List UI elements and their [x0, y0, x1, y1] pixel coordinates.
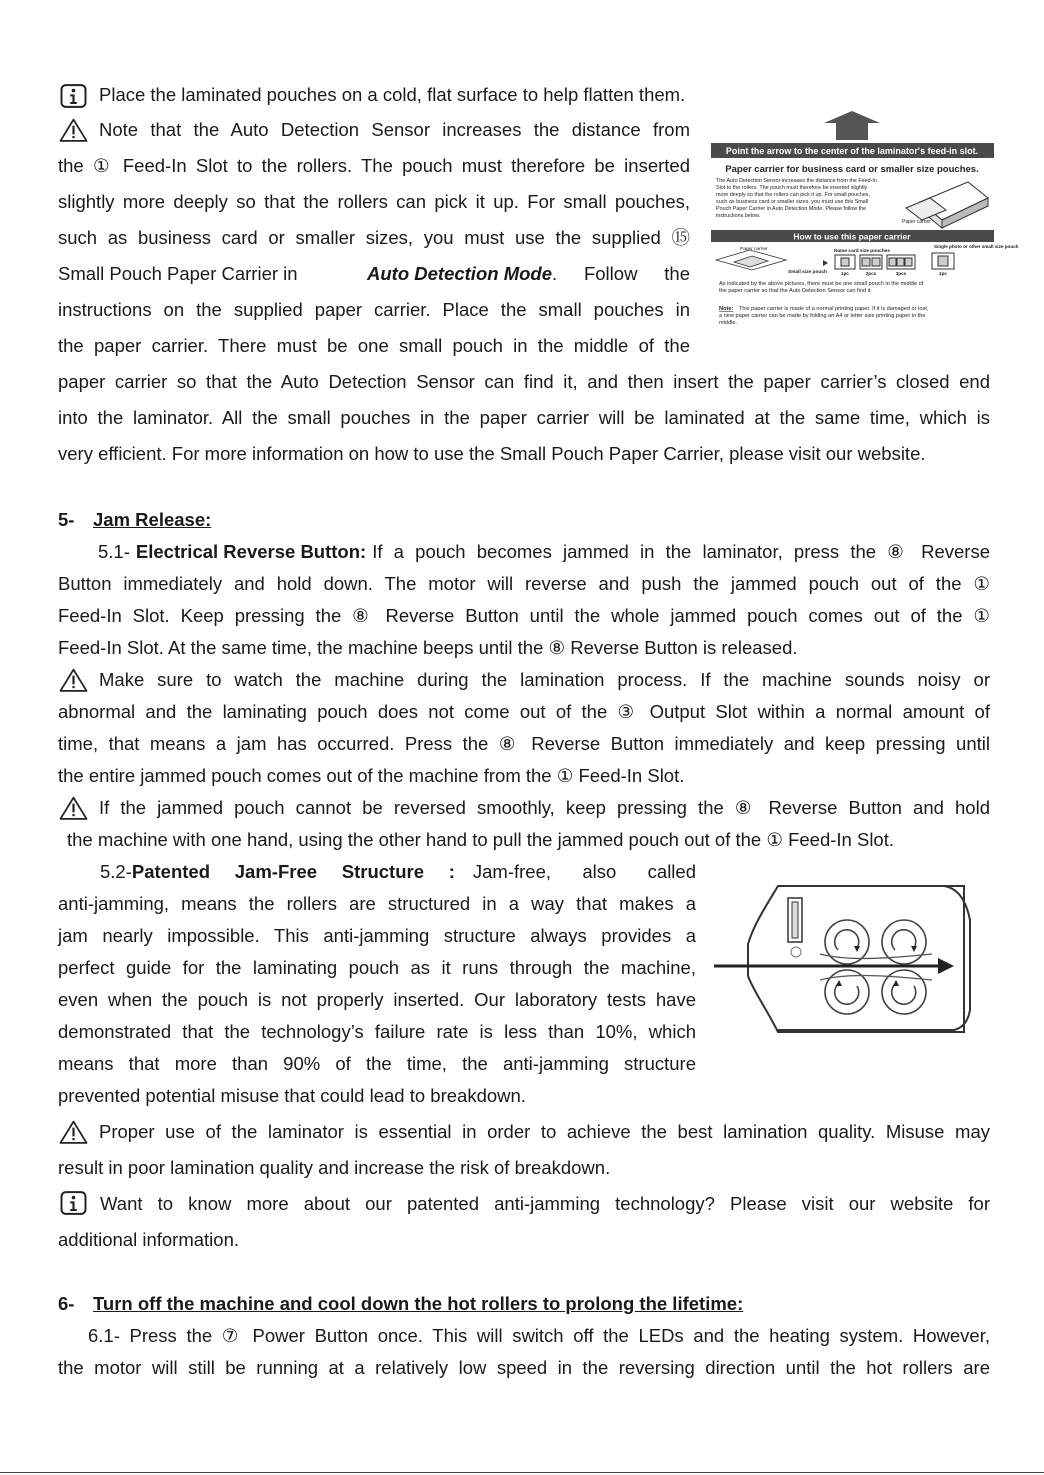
carrier-desc-line: instructions below. — [716, 213, 761, 219]
section-title — [93, 509, 211, 531]
paragraph-line: even when the pouch is not properly inserted. Our laboratory tests have — [58, 989, 696, 1010]
anti-jamming-roller-diagram — [714, 880, 958, 1032]
paragraph-line: Feed-In Slot. At the same time, the machine beeps until the ⑧ Reverse Button is released. — [58, 637, 798, 658]
subsection-number: 5.2- — [100, 861, 132, 882]
paragraph-line: the ① Feed-In Slot to the rollers. The pouch must therefore be inserted — [58, 155, 690, 176]
carrier-desc-line: Slot to the rollers. The pouch must therefore be inserted slightly — [716, 185, 868, 191]
note-text: This paper carrier is made of a normal printing paper. If it is damaged or lost, — [739, 306, 929, 312]
paragraph-line: If a pouch becomes jammed in the laminator, press the ⑧ Reverse — [372, 541, 990, 562]
info-icon — [60, 84, 87, 108]
paragraph-line: Feed-In Slot. Keep pressing the ⑧ Reverse Button until the whole jammed pouch comes out of the ① — [58, 605, 990, 626]
mode-phrase: Auto Detection Mode. Follow the — [367, 263, 690, 284]
section-title — [93, 1293, 743, 1315]
paragraph-line: Make sure to watch the machine during the lamination process. If the machine sounds noisy or — [99, 669, 990, 690]
carrier-desc-line: The Auto Detection Sensor increases the distance from the Feed-In — [716, 178, 877, 184]
page-bottom-rule — [0, 1472, 1044, 1473]
paragraph-line: paper carrier so that the Auto Detection Sensor can find it, and then insert the paper carrier’s closed end — [58, 371, 990, 392]
up-arrow-icon — [824, 111, 880, 140]
warning-icon — [59, 796, 88, 820]
paragraph-line: instructions on the supplied paper carrier. Place the small pouches in — [58, 299, 690, 320]
auto-detection-mode: Auto Detection Mode — [367, 263, 552, 284]
jam-release-title: Jam Release: — [93, 509, 212, 530]
paragraph-line: perfect guide for the laminating pouch as it runs through the machine, — [58, 957, 696, 978]
subsection-line — [100, 861, 696, 883]
note-text: a new paper carrier can be made by folding an A4 or letter size printing paper in the — [719, 313, 926, 319]
warning-icon — [59, 1120, 88, 1144]
paragraph-line: result in poor lamination quality and increase the risk of breakdown. — [58, 1157, 611, 1178]
carrier-desc-line: more deeply so that the rollers can pick it up. For small pouches, — [716, 192, 871, 198]
warning-icon — [59, 118, 88, 142]
paragraph-line: the entire jammed pouch comes out of the machine from the ① Feed-In Slot. — [58, 765, 685, 786]
warning-icon — [59, 668, 88, 692]
count-label: 3pcs — [895, 271, 907, 276]
paper-carrier-label: Paper carrier — [902, 219, 931, 225]
note-text: middle. — [719, 320, 738, 326]
subsection-heading: Patented Jam-Free Structure : — [131, 861, 455, 882]
paragraph-line: time, that means a jam has occurred. Press the ⑧ Reverse Button immediately and keep pressing until — [58, 733, 990, 754]
paragraph-line: Proper use of the laminator is essential in order to achieve the best lamination quality. Misuse may — [99, 1121, 990, 1142]
small-pouch-label: Small size pouch — [788, 270, 827, 275]
carrier-explanation: the paper carrier so that the Auto Detection Sensor can find it. — [719, 288, 872, 294]
paragraph-line: into the laminator. All the small pouches in the paper carrier will be laminated at the same time, which is — [58, 407, 990, 428]
paper-carrier-figure — [710, 110, 1019, 332]
paragraph-line: anti-jamming, means the rollers are structured in a way that makes a — [58, 893, 696, 914]
paragraph-line: 6.1- Press the ⑦ Power Button once. This will switch off the LEDs and the heating system. However, — [88, 1325, 990, 1346]
carrier-banner: Point the arrow to the center of the laminator's feed-in slot. — [725, 146, 979, 156]
how-to-heading: How to use this paper carrier — [793, 231, 911, 242]
turn-off-title: Turn off the machine and cool down the hot rollers to prolong the lifetime: — [93, 1293, 744, 1314]
carrier-explanation: As indicated by the above pictures, there must be one small pouch in the middle of — [719, 281, 924, 287]
paragraph-line: the paper carrier. There must be one small pouch in the middle of the — [58, 335, 690, 356]
folded-carrier-sketch — [716, 250, 786, 270]
paragraph-line: additional information. — [58, 1229, 239, 1250]
paragraph-line: slightly more deeply so that the rollers can pick it up. For small pouches, — [58, 191, 690, 212]
info-note-text: Place the laminated pouches on a cold, flat surface to help flatten them. — [99, 84, 686, 105]
paragraph-line: prevented potential misuse that could lead to breakdown. — [58, 1085, 526, 1106]
paragraph-line: Want to know more about our patented anti-jamming technology? Please visit our website for — [100, 1193, 990, 1214]
carrier-name: Small Pouch Paper Carrier in — [58, 263, 298, 284]
paragraph-line: Note that the Auto Detection Sensor increases the distance from — [99, 119, 690, 140]
paragraph-line: such as business card or smaller sizes, you must use the supplied ⑮ — [58, 227, 690, 248]
name-card-label: Name card size pouches — [834, 249, 890, 254]
paragraph-line: If the jammed pouch cannot be reversed smoothly, keep pressing the ⑧ Reverse Button and hold — [99, 797, 990, 818]
paragraph-line: the motor will still be running at a relatively low speed in the reversing direction until the hot rollers are — [58, 1357, 990, 1378]
info-icon — [60, 1191, 87, 1215]
paragraph-line: jam nearly impossible. This anti-jamming structure always provides a — [58, 925, 696, 946]
paragraph-line: abnormal and the laminating pouch does not come out of the ③ Output Slot within a normal amount of — [58, 701, 990, 722]
single-photo-label: Single photo or other small size pouch — [934, 244, 1019, 249]
subsection-heading: Electrical Reverse Button: — [135, 541, 367, 562]
count-label: 1pc — [939, 271, 947, 276]
paragraph-line — [58, 263, 690, 285]
paragraph-line: the machine with one hand, using the other hand to pull the jammed pouch out of the ① Feed-In Slot. — [67, 829, 894, 850]
paragraph-line: demonstrated that the technology’s failure rate is less than 10%, which — [58, 1021, 696, 1042]
subsection-line — [98, 541, 990, 563]
section-number: 5- — [58, 509, 75, 530]
paragraph-line: very efficient. For more information on how to use the Small Pouch Paper Carrier, please visit our website. — [58, 443, 926, 464]
carrier-desc-line: Pouch Paper Carrier in Auto Detection Mode. Please follow the — [716, 206, 867, 212]
carrier-subtitle: Paper carrier for business card or smaller size pouches. — [725, 164, 979, 175]
paragraph-line: means that more than 90% of the time, the anti-jamming structure — [58, 1053, 696, 1074]
note-label: Note: — [719, 306, 734, 312]
subsection-number: 5.1- — [98, 541, 130, 562]
paragraph-line: Button immediately and hold down. The motor will reverse and push the jammed pouch out of the ① — [58, 573, 990, 594]
count-label: 1pc — [841, 271, 849, 276]
carrier-desc-line: such as business card or smaller sizes, you must use this Small — [716, 199, 869, 205]
section-number: 6- — [58, 1293, 75, 1314]
count-label: 2pcs — [865, 271, 877, 276]
paragraph-line: Jam-free, also called — [472, 861, 696, 882]
pouch-count-sketches — [835, 253, 954, 269]
paper-carrier-label: Paper carrier — [740, 247, 768, 252]
